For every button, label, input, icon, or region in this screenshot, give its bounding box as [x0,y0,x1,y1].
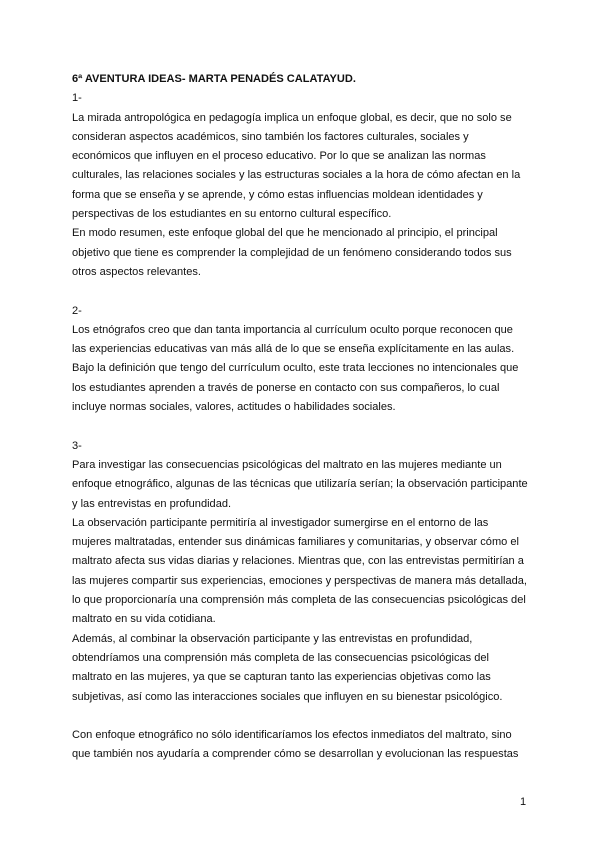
paragraph-spacer [72,707,530,726]
document-page [72,70,530,765]
page-number: 1 [520,796,527,808]
section-3-number: 3- [72,439,82,452]
paragraph-spacer [72,417,530,436]
section-3-paragraph-1: Para investigar las consecuencias psicológicas del maltrato en las mujeres mediante un enfoque etnográfico, algunas de las técnicas que utilizaría serían; la observación participante y las entrevistas en profundidad. [72,458,528,510]
section-3-paragraph-3: Además, al combinar la observación participante y las entrevistas en profundidad, obtendríamos una comprensión más completa de las consecuencias psicológicas del maltrato en las mujeres, ya que se capturan tanto las experiencias objetivas como las subjetivas, así como las interacciones sociales que influyen en su bienestar psicológico. [72,632,503,703]
section-3-closing-paragraph: Con enfoque etnográfico no sólo identificaríamos los efectos inmediatos del maltrato, sino que también nos ayudaría a comprender cómo se desarrollan y evolucionan las respuestas [72,729,519,761]
section-3-paragraph-2: La observación participante permitiría al investigador sumergirse en el entorno de las mujeres maltratadas, entender sus dinámicas familiares y comunitarias, y observar cómo el maltrato afecta sus vidas diarias y relaciones. Mientras que, con las entrevistas permitirían a las mujeres compartir sus experiencias, emociones y perspectivas de manera más detallada, lo que proporcionaría una comprensión más completa de las consecuencias psicológicas del maltrato en su vida cotidiana. [72,516,527,626]
section-1-paragraph-2: En modo resumen, este enfoque global del que he mencionado al principio, el principal objetivo que tiene es comprender la complejidad de un fenómeno considerando todos sus otros aspectos relevantes. [72,227,512,278]
section-1-paragraph-1: La mirada antropológica en pedagogía implica un enfoque global, es decir, que no solo se consideran aspectos académicos, sino también los factores culturales, sociales y económicos que influyen en el proceso educativo. Por lo que se analizan las normas culturales, las relaciones sociales y las estructuras sociales a la hora de cómo afectan en la forma que se enseña y se aprende, y cómo estas influencias moldean identidades y perspectivas de los estudiantes en su entorno cultural específico. [72,111,521,221]
paragraph-spacer [72,282,530,301]
section-1-number: 1- [72,92,82,105]
document-title: 6ª AVENTURA IDEAS- MARTA PENADÉS CALATAYUD. [72,73,356,85]
section-2-paragraph-1: Los etnógrafos creo que dan tanta importancia al currículum oculto porque reconocen que las experiencias educativas van más allá de lo que se enseña explícitamente en las aulas. Bajo la definición que tengo del currículum oculto, este trata lecciones no intencionales que los estudiantes aprenden a través de ponerse en contacto con sus compañeros, lo cual incluye normas sociales, valores, actitudes o habilidades sociales. [72,323,519,414]
section-2-number: 2- [72,304,82,317]
